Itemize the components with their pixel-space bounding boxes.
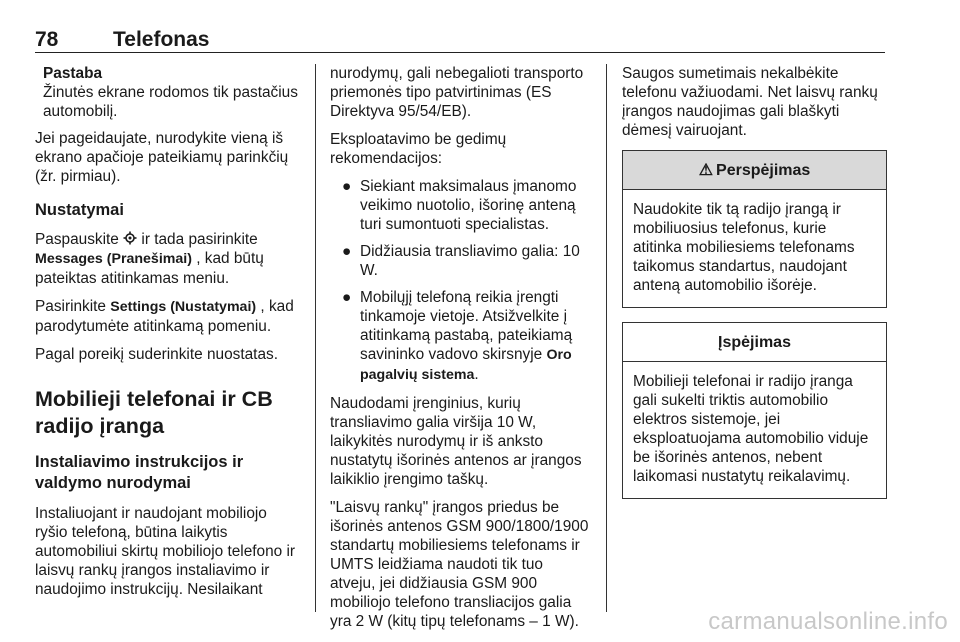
caution-title: Įspėjimas — [718, 333, 791, 351]
warning-header — [623, 151, 886, 190]
paragraph: Instaliuojant ir naudojant mobiliojo ryšio telefoną, būtina laikytis automobiliui skirtų mobiliojo telefono ir laisvų rankų įrangos instaliavimo ir naudojimo instrukcijų. Nesilaikant — [35, 505, 296, 598]
list-item: ● Siekiant maksimalaus įmanomo veikimo nuotolio, išorinę anteną turi sumontuoti specialistas. — [342, 178, 577, 233]
heading-sub: Instaliavimo instrukcijos ir valdymo nurodymai — [35, 453, 244, 492]
paragraph: nurodymų, gali nebegalioti transporto priemonės tipo patvirtinimas (ES Direktyva 95/54/EB). — [330, 65, 584, 120]
paragraph: Paspauskite ir tada pasirinkite Messages (Pranešimai) , kad būtų pateiktas atitinkamas meniu. — [35, 231, 264, 287]
warning-icon: ⚠ — [698, 161, 714, 179]
menu-term-messages: Messages (Pranešimai) — [35, 251, 192, 267]
list-item: ● Mobilųjį telefoną reikia įrengti tinkamoje vietoje. Atsižvelkite į atitinkamą pastabą, pateikiamą savininko vadovo skirsnyje Oro pagalvių sistema. — [342, 289, 573, 383]
note-text: Žinutės ekrane rodomos tik pastačius automobilį. — [43, 84, 298, 120]
caution-text: Mobilieji telefonai ir radijo įranga gali sukelti triktis automobilio elektros sistemoje, jei eksploatuojama automobilio viduje be išorinės antenos, nebent laikomasi nustatytų reikalavimų. — [633, 373, 869, 485]
heading-main: Mobilieji telefonai ir CB radijo įranga — [35, 387, 273, 438]
bullet-list — [330, 177, 592, 385]
paragraph: Jei pageidaujate, nurodykite vieną iš ekrano apačioje pateikiamų parinkčių (žr. pirmiau). — [35, 130, 289, 185]
paragraph: Pagal poreikį suderinkite nuostatas. — [35, 346, 278, 363]
settings-icon — [123, 231, 141, 248]
cross-reference: Oro pagalvių sistema — [360, 347, 572, 383]
page-number: 78 — [35, 28, 59, 51]
paragraph: Eksploatavimo be gedimų rekomendacijos: — [330, 131, 507, 167]
column-right — [622, 64, 887, 513]
note — [35, 64, 302, 121]
caution-header — [623, 323, 886, 362]
watermark: carmanualsonline.info — [708, 608, 948, 635]
caution-box — [622, 322, 887, 499]
paragraph: "Laisvų rankų" įrangos priedus be išorinės antenos GSM 900/1800/1900 standartų mobiliesiems telefonams ir UMTS leidžiama naudoti tik tuo atveju, jei didžiausia GSM 900 mobiliojo telefono transliacijos galia yra 2 W (kitų tipų telefonams – 1 W). — [330, 499, 589, 630]
column-divider — [315, 64, 316, 612]
section-title: Telefonas — [113, 28, 210, 51]
paragraph: Saugos sumetimais nekalbėkite telefonu važiuodami. Net laisvų rankų įrangos naudojimas gali blaškyti dėmesį vairuojant. — [622, 65, 878, 139]
bullet-icon: ● — [342, 289, 352, 306]
column-middle — [330, 64, 592, 640]
bullet-icon: ● — [342, 243, 352, 260]
column-left — [35, 64, 302, 608]
warning-box — [622, 150, 887, 308]
menu-term-settings: Settings (Nustatymai) — [110, 299, 257, 315]
list-item: ● Didžiausia transliavimo galia: 10 W. — [342, 243, 580, 279]
page-header — [35, 28, 885, 53]
paragraph: Naudodami įrenginius, kurių transliavimo galia viršija 10 W, laikykitės nurodymų ir iš anksto nustatytų išorinės antenos ar įrangos laikiklio įrengimo taškų. — [330, 395, 582, 488]
bullet-icon: ● — [342, 178, 352, 195]
warning-title: Perspėjimas — [716, 161, 811, 179]
note-label: Pastaba — [43, 65, 103, 82]
heading-settings: Nustatymai — [35, 201, 124, 219]
paragraph: Pasirinkite Settings (Nustatymai) , kad parodytumėte atitinkamą pomeniu. — [35, 298, 294, 335]
warning-text: Naudokite tik tą radijo įrangą ir mobiliuosius telefonus, kurie atitinka mobiliesiems telefonams taikomus standartus, naudojant anteną automobilio išorėje. — [633, 201, 855, 294]
column-divider — [606, 64, 607, 612]
